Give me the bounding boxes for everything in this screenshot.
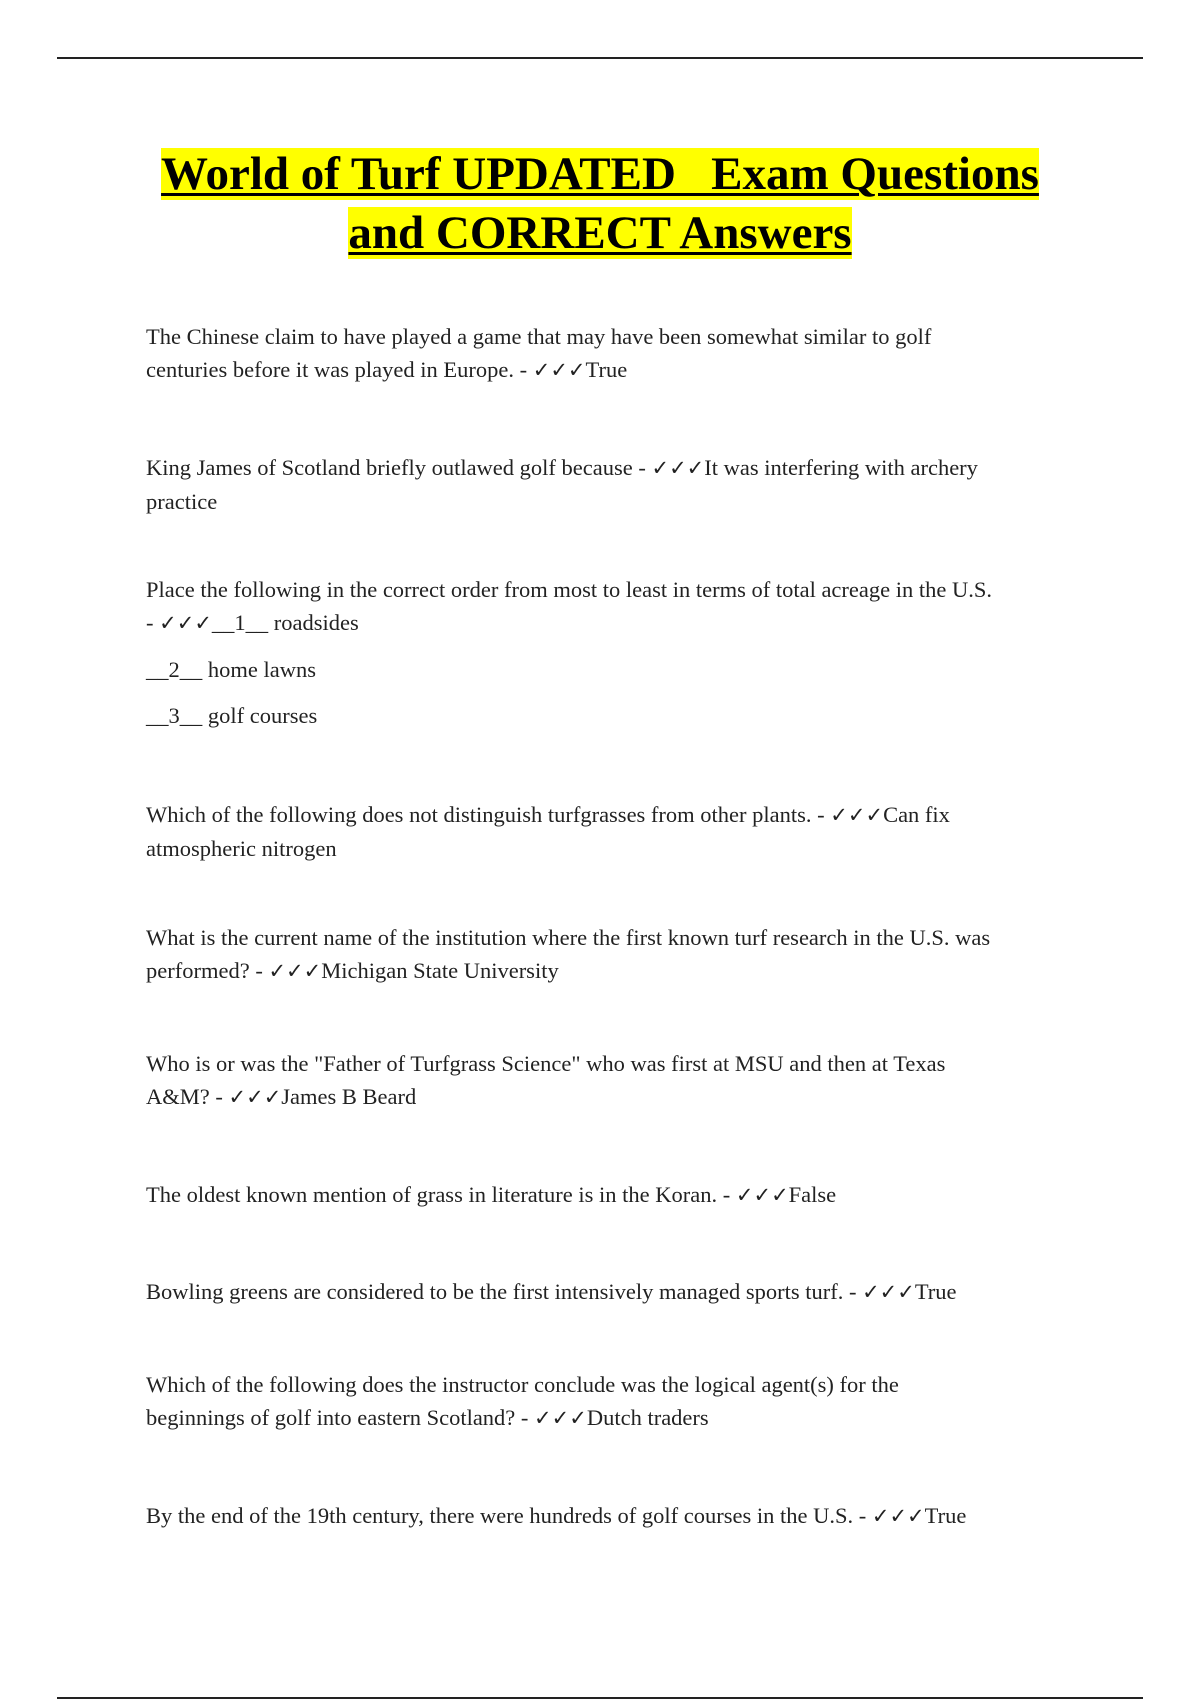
question-text: Who is or was the "Father of Turfgrass Science" who was first at MSU and then at Texas: [146, 1051, 946, 1076]
question-text: King James of Scotland briefly outlawed golf because - ✓✓✓It was interfering with archery: [146, 455, 978, 480]
question-text-cont: - ✓✓✓__1__ roadsides: [146, 610, 359, 635]
answer-text-cont: atmospheric nitrogen: [146, 836, 337, 861]
answer-text: __1__ roadsides: [211, 610, 359, 635]
top-rule: [57, 57, 1143, 59]
check-mark-icon: ✓✓✓: [735, 1183, 789, 1207]
question-text: The Chinese claim to have played a game that may have been somewhat similar to golf: [146, 324, 932, 349]
answer-text: James B Beard: [281, 1084, 417, 1109]
title-line-1: World of Turf UPDATED Exam Questions: [161, 148, 1039, 200]
question-item: [146, 1047, 1071, 1114]
check-mark-icon: ✓✓✓: [862, 1280, 915, 1304]
answer-text: True: [585, 357, 628, 382]
question-text: By the end of the 19th century, there were hundreds of golf courses in the U.S. - ✓✓✓True: [146, 1503, 967, 1528]
answer-text: True: [914, 1279, 957, 1304]
check-mark-icon: ✓✓✓: [532, 358, 586, 382]
question-text: What is the current name of the institution where the first known turf research in the U.S. was: [146, 925, 991, 950]
question-text-cont: beginnings of golf into eastern Scotland? - ✓✓✓Dutch traders: [146, 1405, 709, 1430]
question-text-cont: performed? - ✓✓✓Michigan State University: [146, 958, 559, 983]
check-mark-icon: ✓✓✓: [534, 1406, 587, 1430]
question-text: The oldest known mention of grass in literature is in the Koran. - ✓✓✓False: [146, 1182, 837, 1207]
title-line-2: and CORRECT Answers: [348, 207, 852, 259]
check-mark-icon: ✓✓✓: [228, 1085, 282, 1109]
question-item: [146, 798, 1071, 865]
answer-sub-item: __3__ golf courses: [146, 703, 318, 728]
answer-text: False: [788, 1182, 837, 1207]
document-title: [140, 145, 1060, 263]
question-item: [146, 320, 1071, 387]
answer-text: True: [924, 1503, 967, 1528]
question-text: Which of the following does not distinguish turfgrasses from other plants. - ✓✓✓Can fix: [146, 802, 950, 827]
bottom-rule: [57, 1697, 1143, 1699]
question-text-cont: A&M? - ✓✓✓James B Beard: [146, 1084, 417, 1109]
question-text: Place the following in the correct order from most to least in terms of total acreage in the U.S.: [146, 577, 992, 602]
question-item: [146, 1178, 1071, 1212]
question-item: [146, 921, 1071, 988]
question-item: [146, 1275, 1071, 1309]
question-text-cont: centuries before it was played in Europe. - ✓✓✓True: [146, 357, 628, 382]
question-item: [146, 451, 1071, 518]
question-text: Which of the following does the instructor conclude was the logical agent(s) for the: [146, 1372, 899, 1397]
answer-text: Can fix: [883, 802, 950, 827]
answer-text: Dutch traders: [586, 1405, 709, 1430]
check-mark-icon: ✓✓✓: [871, 1504, 925, 1528]
answer-sub-item: __2__ home lawns: [146, 657, 316, 682]
check-mark-icon: ✓✓✓: [651, 456, 705, 480]
answer-text: Michigan State University: [321, 958, 559, 983]
question-text: Bowling greens are considered to be the first intensively managed sports turf. - ✓✓✓True: [146, 1279, 957, 1304]
question-item: [146, 1368, 1071, 1435]
check-mark-icon: ✓✓✓: [830, 803, 884, 827]
answer-text: It was interfering with archery: [704, 455, 978, 480]
question-item: [146, 573, 1071, 732]
answer-text-cont: practice: [146, 489, 218, 514]
question-item: [146, 1499, 1071, 1533]
check-mark-icon: ✓✓✓: [159, 611, 212, 635]
check-mark-icon: ✓✓✓: [268, 959, 322, 983]
